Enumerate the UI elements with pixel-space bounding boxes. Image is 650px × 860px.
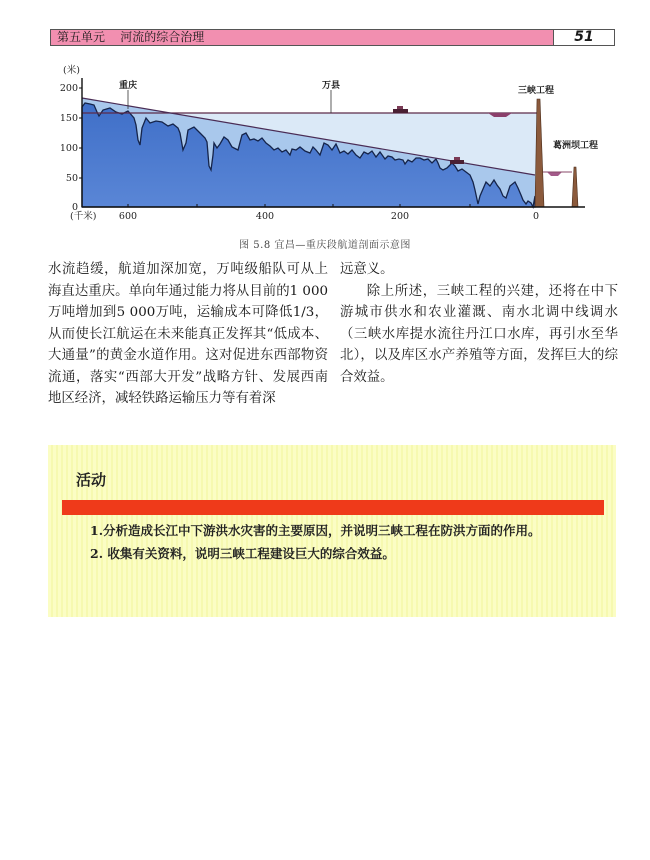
- body-column-right: [340, 259, 618, 388]
- paragraph: 除上所述，三峡工程的兴建，还将在中下游城市供水和农业灌溉、南水北调中线调水（三峡水库提水流往丹江口水库，再引水至华北），以及库区水产养殖等方面，发挥巨大的综合效益。: [340, 283, 618, 385]
- chapter-title: 河流的综合治理: [120, 30, 205, 44]
- body-column-left: [48, 259, 328, 410]
- water-level-marker: [547, 172, 562, 176]
- svg-text:150: 150: [59, 113, 78, 124]
- label-chongqing: 重庆: [119, 81, 138, 91]
- svg-text:(千米): (千米): [70, 211, 97, 222]
- svg-text:200: 200: [59, 83, 78, 94]
- svg-text:100: 100: [59, 143, 78, 154]
- unit-label: 第五单元: [57, 30, 106, 44]
- svg-text:600: 600: [118, 211, 138, 222]
- navigation-profile-figure: [50, 58, 620, 228]
- svg-text:0: 0: [71, 202, 78, 213]
- activity-title: 活动: [76, 471, 107, 489]
- unit-title: [51, 30, 553, 45]
- page-number: 51: [553, 30, 614, 45]
- paragraph: 远意义。: [340, 262, 394, 277]
- svg-text:0: 0: [532, 211, 540, 222]
- activity-divider-bar: [62, 500, 604, 515]
- figure-caption: 图 5.8 宜昌—重庆段航道剖面示意图: [239, 240, 411, 251]
- svg-text:50: 50: [65, 173, 78, 184]
- svg-text:400: 400: [255, 211, 275, 222]
- ship-icon: [393, 106, 408, 113]
- label-gezhouba: 葛洲坝工程: [553, 141, 599, 151]
- y-axis-ticks: [60, 64, 82, 213]
- label-sanxia: 三峡工程: [518, 86, 555, 96]
- paragraph: 水流趋缓，航道加深加宽，万吨级船队可从上海直达重庆。单向年通过能力将从目前的1 000万吨增加到5 000万吨，运输成本可降低1/3，从而使长江航运在未来能真正发挥其“低成本、大通量”的黄金水道作用。这对促进东西部物资流通，落实“西部大开发”战略方针、发展西南地区经济，减轻铁路运输压力等有着深: [48, 262, 328, 406]
- svg-text:200: 200: [390, 211, 410, 222]
- page-header: [50, 29, 615, 46]
- activity-item: 1.分析造成长江中下游洪水灾害的主要原因，并说明三峡工程在防洪方面的作用。: [90, 523, 541, 538]
- activity-list: [90, 519, 541, 565]
- svg-text:(米): (米): [63, 65, 80, 76]
- gezhouba-dam: [572, 167, 578, 207]
- label-wanxian: 万县: [322, 81, 341, 91]
- activity-item: 2. 收集有关资料，说明三峡工程建设巨大的综合效益。: [90, 546, 395, 561]
- activity-box: [48, 445, 616, 617]
